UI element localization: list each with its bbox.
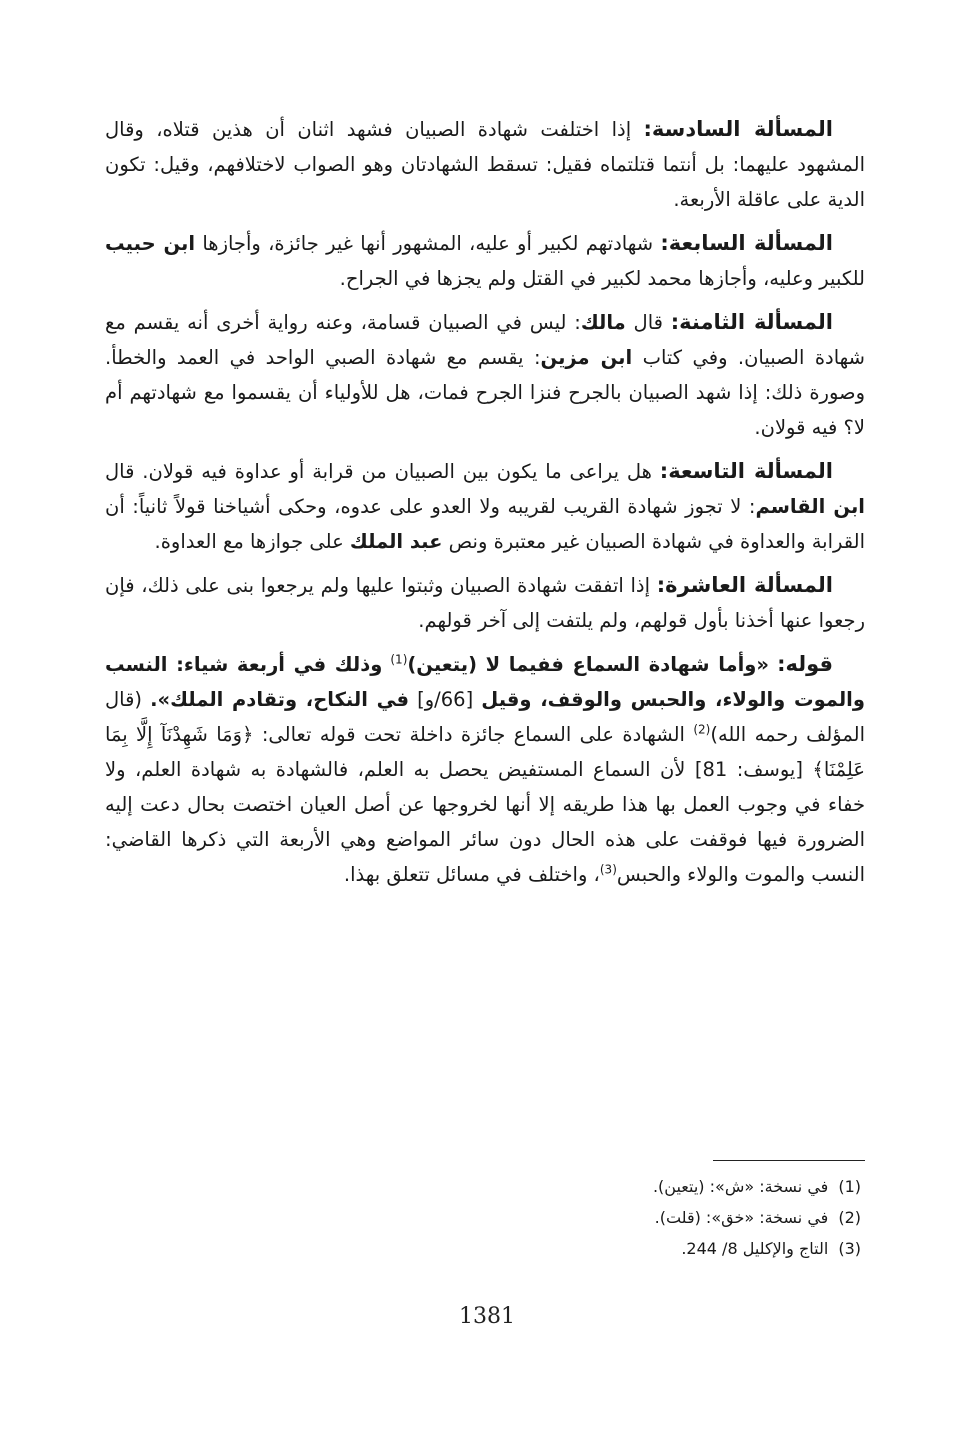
matn-text: وذلك في أربعة شياء: النسب والموت والولاء، والحبس والوقف، وقيل (105, 653, 865, 711)
paragraph-issue-10 (105, 568, 865, 638)
quran-verse: ﴿وَمَا شَهِدْنَآ إِلَّا بِمَا عَلِمْنَا﴾ (105, 723, 866, 781)
paragraph-commentary (105, 647, 865, 892)
issue-heading: المسألة السابعة: (660, 231, 834, 255)
footnote-ref[interactable]: (3) (599, 862, 617, 877)
footnote-text: في نسخة: «خق»: (قلت). (654, 1208, 829, 1227)
scholar-name: ابن حبيب (105, 232, 196, 255)
footnote-divider (713, 1160, 865, 1161)
footnote-number: (2) (838, 1208, 861, 1227)
footnote-number: (1) (838, 1177, 861, 1196)
issue-heading: المسألة العاشرة: (656, 573, 833, 597)
paragraph-text: ، واختلف في مسائل تتعلق بهذا. (343, 863, 600, 886)
verse-reference: [يوسف: 81] (694, 758, 803, 781)
matn-text: «وأما شهادة السماع ففيما لا (يتعين) (407, 653, 770, 676)
paragraph-text: : يقسم مع شهادة الصبي الواحد في العمد والخطأ. وصورة ذلك: إذا شهد الصبيان بالجرح فنزا الجرح فمات، هل للأولياء أن يقسموا مع شهادتهم أم لا؟ فيه قولان. (105, 346, 865, 439)
paragraph-issue-7 (105, 226, 865, 296)
page-number: 1381 (459, 1304, 515, 1329)
footnote-text: في نسخة: «ش»: (يتعين). (652, 1177, 829, 1196)
issue-heading: المسألة الثامنة: (670, 310, 833, 334)
paragraph-text: شهادتهم لكبير أو عليه، المشهور أنها غير جائزة، وأجازها (202, 232, 654, 255)
qawl-label: قوله: (777, 652, 833, 676)
paragraph-text: إذا اتفقت شهادة الصبيان وثبتوا عليها ولم يرجعوا بنى على ذلك، فإن رجعوا عنها أخذنا بأول قولهم، ولم يلتفت إلى آخر قولهم. (105, 574, 865, 632)
scholar-name: ابن القاسم (755, 495, 865, 518)
footnote-ref[interactable]: (2) (693, 722, 711, 737)
paragraph-issue-9 (105, 454, 865, 559)
issue-heading: المسألة التاسعة: (659, 459, 833, 483)
paragraph-text: لأن السماع المستفيض يحصل به العلم، فالشهادة به شهادة العلم، ولا خفاء في وجوب العمل بها هذا طريقه إلا أنها لخروجها عن أصل العيان اختصت بحال دعت إليه الضرورة فيها فوقفت على هذه الحال دون سائر المواضع وهي الأربعة التي ذكرها القاضي: النسب والموت والولاء والحبس (105, 758, 865, 886)
footnotes-section (105, 1160, 865, 1264)
issue-heading: المسألة السادسة: (643, 117, 833, 141)
paragraph-issue-6 (105, 112, 865, 217)
footnote-item (105, 1233, 865, 1264)
paragraph-text: للكبير وعليه، وأجازها محمد لكبير في القتل ولم يجزها في الجراح. (339, 267, 865, 290)
footnote-item (105, 1171, 865, 1202)
paragraph-text: : ليس في الصبيان قسامة، وعنه رواية أخرى أنه يقسم مع شهادة الصبيان. وفي كتاب (105, 311, 866, 369)
footnote-number: (3) (838, 1239, 861, 1258)
footnote-text: التاج والإكليل 8/ 244. (681, 1239, 829, 1258)
scholar-name: ابن مزين (540, 346, 633, 369)
matn-text: في النكاح، وتقادم الملك». (150, 688, 410, 711)
author-phrase: (قال المؤلف رحمه الله) (105, 688, 865, 746)
paragraph-text: قال (633, 311, 663, 334)
paragraph-text: الشهادة على السماع جائزة داخلة تحت قوله تعالى: (261, 723, 685, 746)
paragraph-text: إذا اختلفت شهادة الصبيان فشهد اثنان أن هذين قتلاه، وقال المشهود عليهما: بل أنتما قتلتماه فقيل: تسقط الشهادتان وهو الصواب لاختلافهم، وقيل: تكون الدية على عاقلة الأربعة. (105, 118, 865, 211)
footnote-item (105, 1202, 865, 1233)
paragraph-text: : لا تجوز شهادة القريب لقريبه ولا العدو على عدوه، وحكى أشياخنا قولاً ثانياً: أن القرابة والعداوة في شهادة الصبيان غير معتبرة ونص (105, 495, 865, 553)
scholar-name: مالك (580, 311, 626, 334)
scholar-name: عبد الملك (349, 530, 443, 553)
paragraph-text: هل يراعى ما يكون بين الصبيان من قرابة أو عداوة فيه قولان. قال (105, 460, 652, 483)
footnote-ref[interactable]: (1) (390, 652, 408, 667)
paragraph-issue-8 (105, 305, 865, 445)
page-body (105, 112, 865, 901)
paragraph-text: على جوازها مع العداوة. (154, 530, 344, 553)
folio-marker: [66/و] (417, 688, 474, 711)
